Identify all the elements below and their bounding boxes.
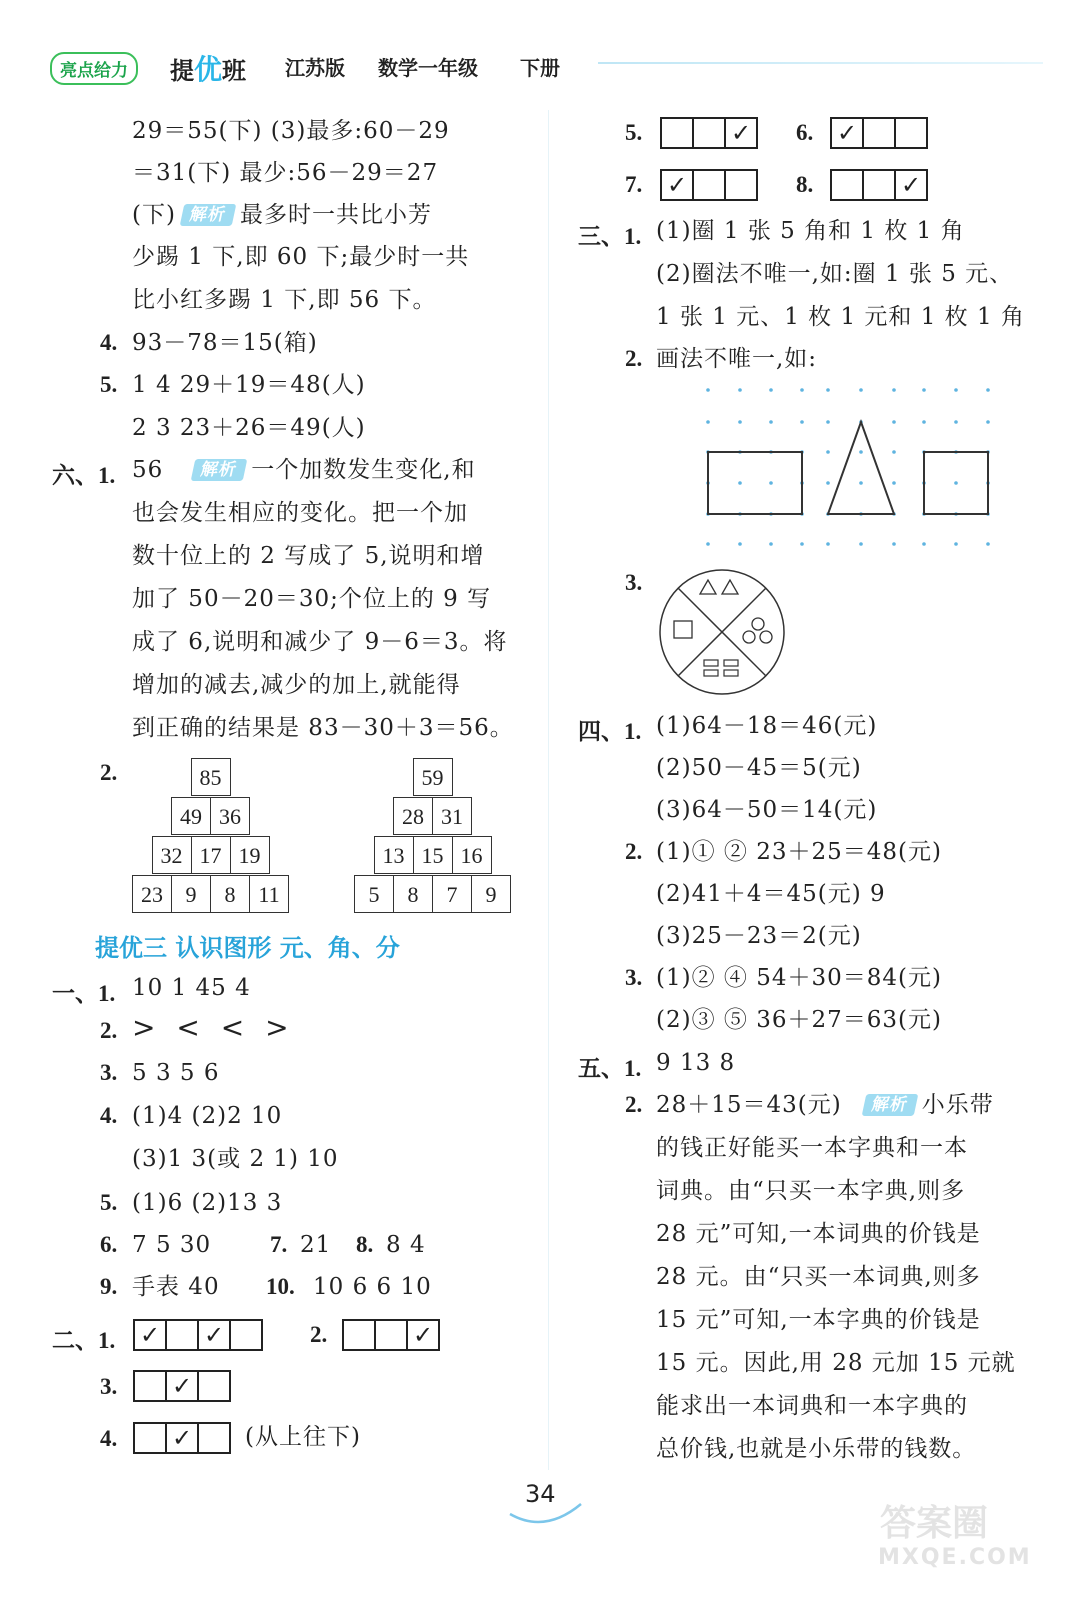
checkbox-group (342, 1319, 440, 1351)
answer-text: 9 13 8 (656, 1050, 736, 1076)
text-line: 到正确的结果是 83－30＋3＝56。 (132, 715, 514, 741)
pyramid-cell: 31 (432, 797, 472, 835)
item-number: 3. (625, 570, 643, 595)
watermark-url: MXQE.COM (878, 1545, 1032, 1570)
text-line: 数十位上的 2 写成了 5,说明和增 (132, 543, 485, 569)
empty-box (229, 1319, 263, 1351)
answer-text: (2)圈法不唯一,如:圈 1 张 5 元、 (656, 261, 1014, 287)
item-number: 2. (625, 839, 643, 864)
item-number: 4. (100, 1426, 118, 1451)
sorting-circle-diagram (654, 568, 790, 698)
answer-text: (3)25－23＝2(元) (656, 923, 862, 949)
item-number: 2. (100, 1018, 118, 1043)
analysis-badge: 解析 (861, 1094, 918, 1116)
checked-box: ✓ (894, 169, 928, 201)
volume: 下册 (520, 56, 560, 80)
checked-box: ✓ (830, 117, 864, 149)
grid-dot (892, 388, 896, 392)
text-line: 28 元。由“只买一本词典,则多 (656, 1264, 981, 1290)
grid-dot (859, 450, 863, 454)
pyramid-cell: 11 (249, 875, 289, 913)
text-line: 词典。由“只买一本字典,则多 (656, 1178, 966, 1204)
grid-dot (892, 542, 896, 546)
checkbox-group (133, 1422, 231, 1454)
pyramid-cell: 8 (210, 875, 250, 913)
pyramid-cell: 32 (152, 836, 192, 874)
section-number: 五、1. (578, 1056, 642, 1081)
item-number: 4. (100, 1103, 118, 1128)
answer-text: 5 3 5 6 (132, 1060, 220, 1086)
empty-box (165, 1319, 199, 1351)
item-number: 3. (100, 1060, 118, 1085)
answer-text: 8 4 (386, 1232, 426, 1258)
page-number-swoosh (505, 1500, 585, 1530)
grid-dot (769, 542, 773, 546)
rectangle-icon (724, 670, 738, 676)
grid-dot (954, 388, 958, 392)
item-number: 4. (100, 330, 118, 355)
item-number: 2. (100, 760, 118, 785)
section-number: 四、1. (578, 719, 642, 744)
empty-box (197, 1370, 231, 1402)
empty-box (894, 117, 928, 149)
answer-text: (1)6 (2)13 3 (132, 1190, 283, 1216)
grid-dot (706, 420, 710, 424)
item-number: 10. (266, 1274, 295, 1299)
answer-text: 7 5 30 (132, 1232, 212, 1258)
item-number: 6. (100, 1232, 118, 1257)
checkbox-group (830, 169, 928, 201)
grid-dot (769, 481, 773, 485)
text-line: 能求出一本词典和一本字典的 (656, 1393, 968, 1419)
answer-text: 10 1 45 4 (132, 975, 251, 1001)
pyramid-cell: 19 (230, 836, 270, 874)
grid-dot (738, 481, 742, 485)
answer-text: 画法不唯一,如: (656, 346, 818, 372)
grid-dot (986, 388, 990, 392)
item-number: 2. (310, 1322, 328, 1347)
grid-dot (826, 450, 830, 454)
answer-text: > < < > (132, 1011, 295, 1044)
header-rule (598, 62, 1043, 64)
pyramid-cell: 5 (354, 875, 394, 913)
grid-dot (769, 388, 773, 392)
empty-box (660, 117, 694, 149)
triangle-icon (700, 580, 716, 594)
answer-text: 1 张 1 元、1 枚 1 元和 1 枚 1 角 (656, 304, 1025, 330)
pyramid-cell: 13 (374, 836, 414, 874)
answer-text: 93－78＝15(箱) (132, 330, 318, 356)
pyramid-cell: 9 (471, 875, 511, 913)
answer-text: (1)64－18＝46(元) (656, 713, 878, 739)
grid-dot (800, 420, 804, 424)
checkbox-group (133, 1370, 231, 1402)
grid-dot (922, 388, 926, 392)
empty-box (197, 1422, 231, 1454)
checked-box: ✓ (406, 1319, 440, 1351)
circle-icon (752, 618, 764, 630)
grid-dot (954, 542, 958, 546)
empty-box (862, 117, 896, 149)
grid-dot (800, 388, 804, 392)
text-line: 增加的减去,减少的加上,就能得 (132, 672, 461, 698)
grid-dot (986, 420, 990, 424)
section-title: 提优三 认识图形 元、角、分 (95, 934, 400, 962)
text-line: 的钱正好能买一本字典和一本 (656, 1135, 968, 1161)
text-line: 加了 50－20＝30;个位上的 9 写 (132, 586, 492, 612)
grid-dot (826, 420, 830, 424)
pyramid-cell: 17 (191, 836, 231, 874)
checkbox-group (830, 117, 928, 149)
empty-box (692, 169, 726, 201)
answer-text: 10 6 6 10 (313, 1274, 432, 1300)
text-line: 总价钱,也就是小乐带的钱数。 (656, 1436, 977, 1462)
text-line: 28 元”可知,一本词典的价钱是 (656, 1221, 981, 1247)
grid-dot (859, 388, 863, 392)
grid-dot (826, 388, 830, 392)
rectangle-icon (724, 660, 738, 666)
grid-dot (922, 542, 926, 546)
note-text: (从上往下) (245, 1424, 361, 1450)
item-number: 5. (625, 120, 643, 145)
item-number: 9. (100, 1274, 118, 1299)
text-line: 15 元。因此,用 28 元加 15 元就 (656, 1350, 1016, 1376)
watermark: 答案圈 (880, 1503, 989, 1544)
item-number: 8. (356, 1232, 374, 1257)
text-line: 少踢 1 下,即 60 下;最少时一共 (132, 244, 470, 270)
answer-text: 56 解析 一个加数发生变化,和 (132, 457, 476, 483)
answer-text: (3)64－50＝14(元) (656, 797, 878, 823)
text-line: 也会发生相应的变化。把一个加 (132, 500, 468, 526)
subject: 数学一年级 (378, 56, 478, 80)
empty-box (862, 169, 896, 201)
grid-dot (859, 481, 863, 485)
item-number: 2. (625, 346, 643, 371)
text-line: (下) 解析 最多时一共比小芳 (132, 202, 432, 228)
checked-box: ✓ (133, 1319, 167, 1351)
grid-dot (826, 481, 830, 485)
grid-dot (954, 481, 958, 485)
page-number: 34 (525, 1480, 556, 1508)
circle-icon (760, 631, 772, 643)
pyramid-cell: 36 (210, 797, 250, 835)
pyramid-cell: 28 (393, 797, 433, 835)
rectangle-icon (704, 670, 718, 676)
circle-icon (743, 631, 755, 643)
answer-text: 28＋15＝43(元) 解析 小乐带 (656, 1092, 994, 1118)
pyramid-cell: 8 (393, 875, 433, 913)
empty-box (342, 1319, 376, 1351)
rectangle-shape (708, 452, 802, 514)
checkbox-group (660, 169, 758, 201)
brand-logo: 亮点给力 (50, 52, 138, 85)
text-line: ＝31(下) 最少:56－29＝27 (132, 160, 439, 186)
square-icon (674, 621, 692, 638)
text-line: 15 元”可知,一本字典的价钱是 (656, 1307, 981, 1333)
item-number: 5. (100, 372, 118, 397)
column-divider (548, 110, 549, 1470)
answer-text: (1)① ② 23＋25＝48(元) (656, 839, 942, 865)
grid-dot (892, 420, 896, 424)
grid-dot (892, 481, 896, 485)
pyramid-cell: 16 (452, 836, 492, 874)
grid-dot (922, 420, 926, 424)
empty-box (724, 169, 758, 201)
checked-box: ✓ (660, 169, 694, 201)
pyramid-cell: 9 (171, 875, 211, 913)
grid-dot (892, 450, 896, 454)
empty-box (133, 1370, 167, 1402)
grid-dot (859, 542, 863, 546)
answer-text: 手表 40 (132, 1274, 220, 1300)
item-number: 2. (625, 1092, 643, 1117)
answer-text: (2)50－45＝5(元) (656, 755, 862, 781)
empty-box (133, 1422, 167, 1454)
answer-text: (2)③ ⑤ 36＋27＝63(元) (656, 1007, 942, 1033)
grid-dot (706, 542, 710, 546)
triangle-shape (828, 422, 894, 514)
empty-box (374, 1319, 408, 1351)
item-number: 7. (270, 1232, 288, 1257)
triangle-icon (722, 580, 738, 594)
item-number: 6. (796, 120, 814, 145)
empty-box (830, 169, 864, 201)
item-number: 7. (625, 172, 643, 197)
checkbox-group (660, 117, 758, 149)
rectangle-icon (704, 660, 718, 666)
edition: 江苏版 (285, 56, 345, 80)
pyramid-cell: 7 (432, 875, 472, 913)
section-number: 三、1. (578, 224, 642, 249)
checked-box: ✓ (724, 117, 758, 149)
text-line: 29＝55(下) (3)最多:60－29 (132, 118, 450, 144)
grid-dot (954, 420, 958, 424)
grid-dot (826, 542, 830, 546)
grid-dot (769, 420, 773, 424)
answer-text: (2)41＋4＝45(元) 9 (656, 881, 886, 907)
grid-dot (800, 542, 804, 546)
empty-box (692, 117, 726, 149)
pyramid-cell: 59 (413, 758, 453, 796)
dot-grid-drawing (670, 380, 1000, 555)
section-number: 六、1. (52, 463, 116, 488)
pyramid-cell: 85 (191, 758, 231, 796)
pyramid-cell: 15 (413, 836, 453, 874)
answer-text: (1)② ④ 54＋30＝84(元) (656, 965, 942, 991)
item-number: 5. (100, 1190, 118, 1215)
answer-text: 21 (300, 1232, 332, 1258)
analysis-badge: 解析 (180, 204, 237, 226)
grid-dot (738, 420, 742, 424)
checked-box: ✓ (165, 1422, 199, 1454)
grid-dot (738, 388, 742, 392)
item-number: 3. (100, 1374, 118, 1399)
answer-text: (1)4 (2)2 10 (132, 1103, 283, 1129)
section-number: 二、1. (52, 1328, 116, 1353)
class-title: 提优班 (170, 53, 247, 86)
pyramid-cell: 23 (132, 875, 172, 913)
analysis-badge: 解析 (191, 459, 248, 481)
grid-dot (738, 542, 742, 546)
item-number: 8. (796, 172, 814, 197)
text-line: 成了 6,说明和减少了 9－6＝3。将 (132, 629, 508, 655)
checkbox-group (133, 1319, 263, 1351)
answer-text: (1)圈 1 张 5 角和 1 枚 1 角 (656, 218, 965, 244)
section-number: 一、1. (52, 981, 116, 1006)
grid-dot (706, 388, 710, 392)
pyramid-cell: 49 (171, 797, 211, 835)
answer-text: 1 4 29＋19＝48(人) (132, 372, 366, 398)
item-number: 3. (625, 965, 643, 990)
text-line: 比小红多踢 1 下,即 56 下。 (132, 287, 437, 313)
checked-box: ✓ (197, 1319, 231, 1351)
grid-dot (986, 542, 990, 546)
checked-box: ✓ (165, 1370, 199, 1402)
answer-text: 2 3 23＋26＝49(人) (132, 415, 366, 441)
answer-text: (3)1 3(或 2 1) 10 (132, 1146, 339, 1172)
